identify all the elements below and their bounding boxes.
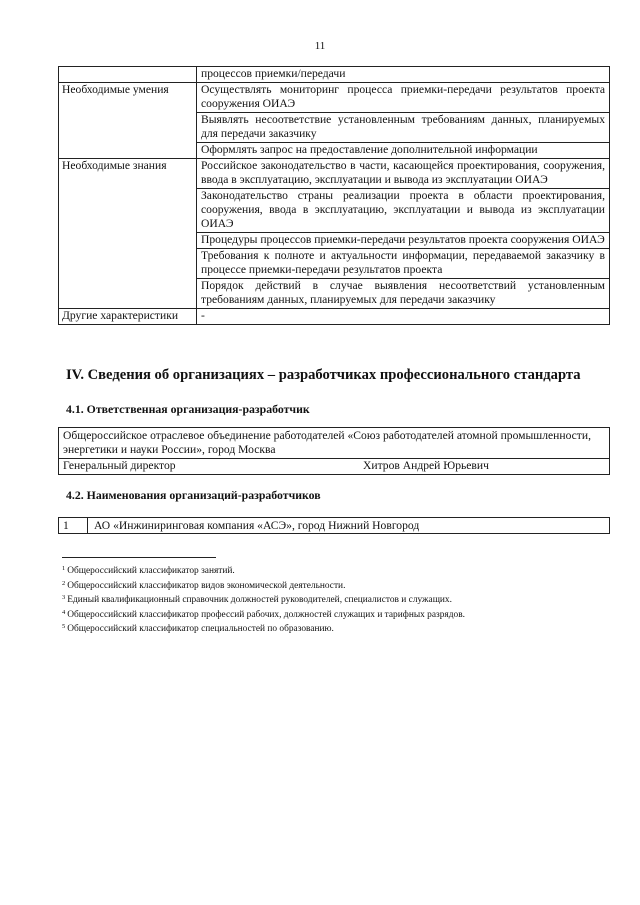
footnote: $^5$ Общероссийский классификатор специальностей по образованию. (62, 623, 334, 635)
footnotes (62, 563, 622, 636)
row-value: процессов приемки/передачи (197, 67, 610, 83)
footnote: $^1$ Общероссийский классификатор занятий. (62, 565, 235, 576)
page-number: 11 (314, 40, 326, 52)
table-row (59, 67, 610, 83)
section-title: IV. Сведения об организациях – разработчиках профессионального стандарта (66, 367, 581, 383)
responsible-org-name: Общероссийское отраслевое объединение работодателей «Союз работодателей атомной промышленности, энергетики и науки России», город Москва (59, 428, 609, 459)
row-value: Законодательство страны реализации проекта в области проектирования, сооружения, ввода в эксплуатацию, эксплуатации и вывода из эксплуатации ОИАЭ (197, 189, 610, 233)
developer-number: 1 (59, 518, 88, 533)
footnote: $^4$ Общероссийский классификатор профессий рабочих, должностей служащих и тарифных разрядов. (62, 608, 465, 620)
row-label-other: Другие характеристики (59, 309, 197, 325)
footnote: $^3$ Единый квалификационный справочник должностей руководителей, специалистов и служащих. (62, 594, 452, 606)
requirements-table (58, 66, 610, 325)
row-value: Порядок действий в случае выявления несоответствий установленным требованиям данных, планируемых для передачи заказчику (197, 279, 610, 309)
row-value: Требования к полноте и актуальности информации, передаваемой заказчику в процессе приемки-передачи результатов проекта (197, 249, 610, 279)
row-value: - (197, 309, 610, 325)
responsible-org-box (58, 427, 610, 475)
responsible-heading: 4.1. Ответственная организация-разработчик (66, 402, 310, 416)
developer-row (58, 517, 610, 534)
director-name: Хитров Андрей Юрьевич (363, 459, 489, 472)
row-label-skills: Необходимые умения (59, 83, 197, 159)
row-label (59, 67, 197, 83)
footnote-divider (62, 557, 216, 558)
row-value: Осуществлять мониторинг процесса приемки-передачи результатов проекта сооружения ОИАЭ (197, 83, 610, 113)
table-row (59, 159, 610, 189)
director-row (59, 459, 609, 474)
table-row (59, 309, 610, 325)
developers-heading: 4.2. Наименования организаций-разработчиков (66, 488, 321, 502)
row-value: Российское законодательство в части, касающейся проектирования, сооружения, ввода в эксплуатацию, эксплуатации и вывода из эксплуатации ОИАЭ (197, 159, 610, 189)
developer-name: АО «Инжиниринговая компания «АСЭ», город Нижний Новгород (94, 519, 420, 532)
table-row (59, 83, 610, 113)
director-position: Генеральный директор (63, 459, 176, 472)
row-value: Оформлять запрос на предоставление дополнительной информации (197, 143, 610, 159)
row-value: Процедуры процессов приемки-передачи результатов проекта сооружения ОИАЭ (197, 233, 610, 249)
row-value: Выявлять несоответствие установленным требованиям данных, планируемых для передачи заказчику (197, 113, 610, 143)
footnote: $^2$ Общероссийский классификатор видов экономической деятельности. (62, 579, 346, 591)
row-label-knowledge: Необходимые знания (59, 159, 197, 309)
